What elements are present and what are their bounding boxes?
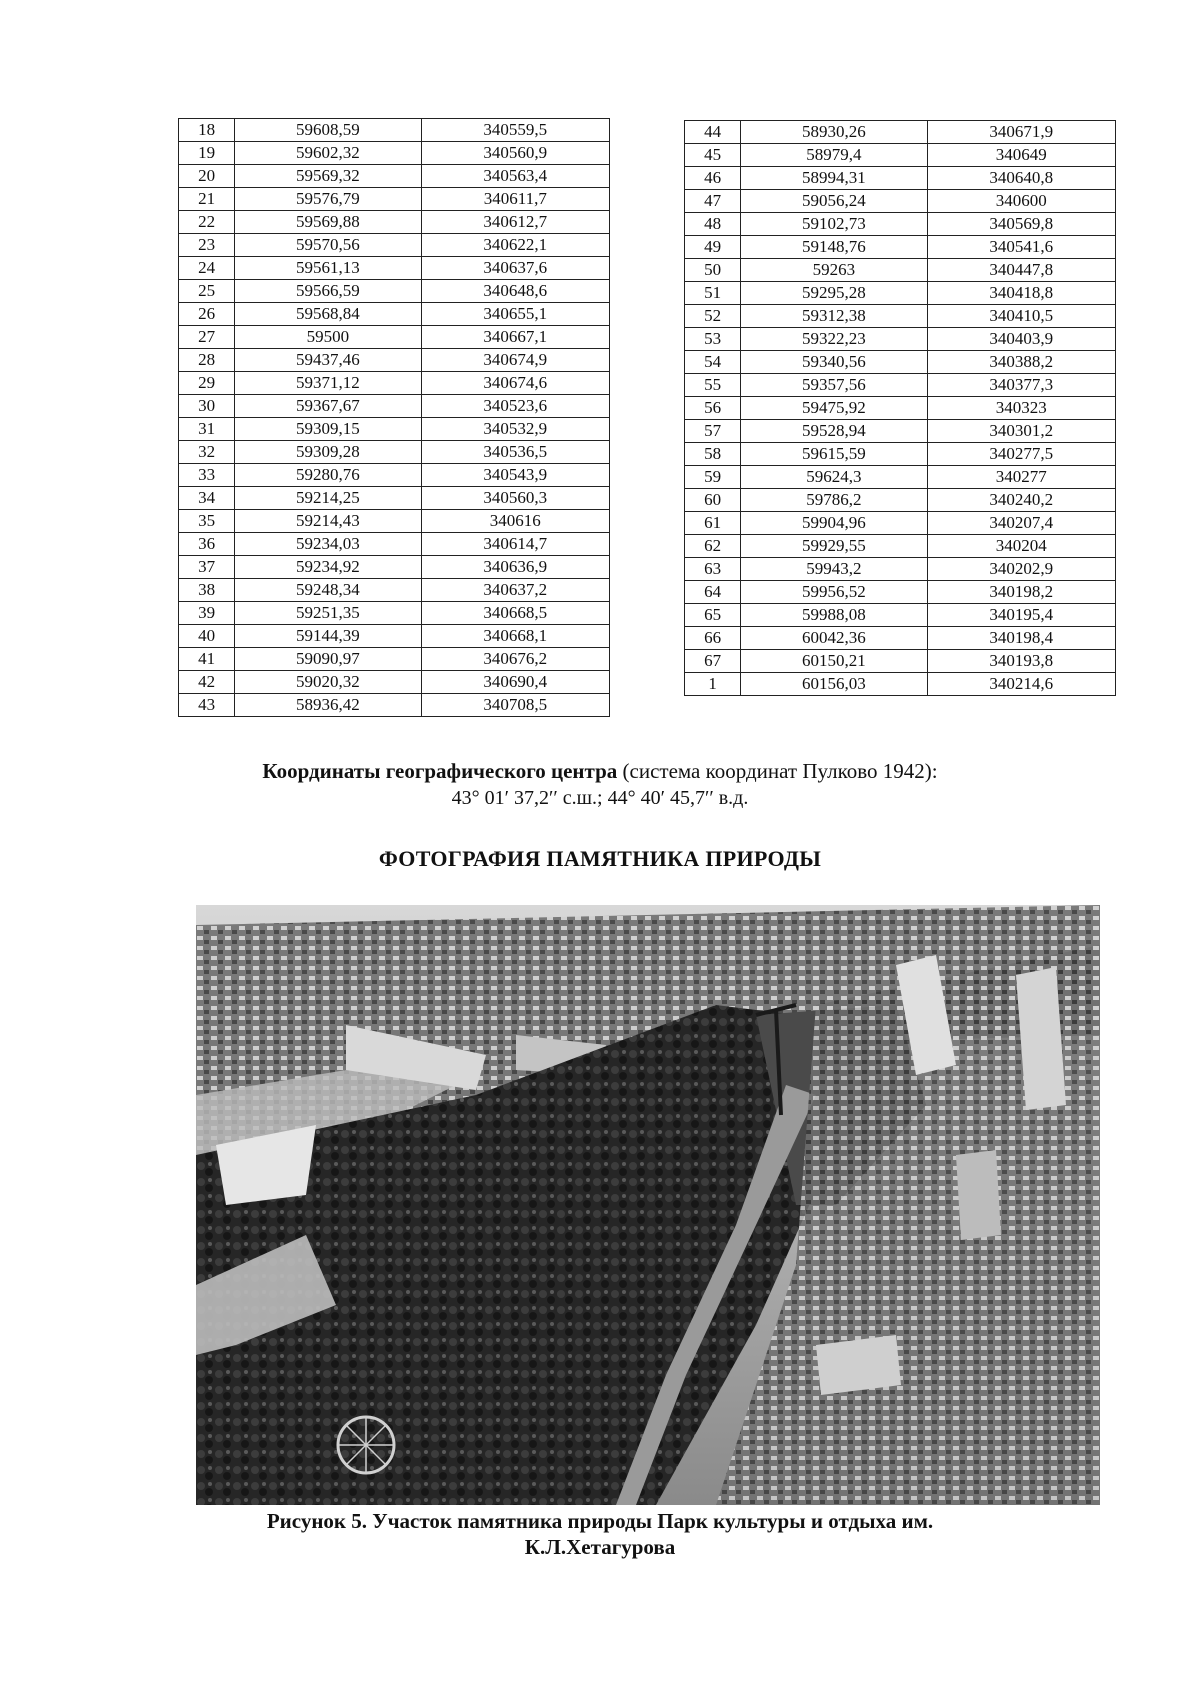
table-row: [685, 466, 1116, 489]
table-row: [685, 282, 1116, 305]
table-row: [685, 489, 1116, 512]
point-number-cell: 36: [179, 533, 235, 556]
table-row: [685, 650, 1116, 673]
y-coordinate-cell: 340198,2: [927, 581, 1115, 604]
x-coordinate-cell: 59322,23: [741, 328, 927, 351]
x-coordinate-cell: 59251,35: [235, 602, 421, 625]
x-coordinate-cell: 59988,08: [741, 604, 927, 627]
point-number-cell: 47: [685, 190, 741, 213]
table-row: [179, 280, 610, 303]
x-coordinate-cell: 59214,25: [235, 487, 421, 510]
y-coordinate-cell: 340560,9: [421, 142, 609, 165]
aerial-park-photo: [196, 905, 1100, 1505]
x-coordinate-cell: 59102,73: [741, 213, 927, 236]
y-coordinate-cell: 340648,6: [421, 280, 609, 303]
table-row: [179, 257, 610, 280]
table-row: [179, 602, 610, 625]
table-row: [179, 211, 610, 234]
point-number-cell: 58: [685, 443, 741, 466]
table-row: [179, 487, 610, 510]
table-row: [685, 604, 1116, 627]
point-number-cell: 54: [685, 351, 741, 374]
x-coordinate-cell: 59309,28: [235, 441, 421, 464]
point-number-cell: 19: [179, 142, 235, 165]
table-row: [685, 305, 1116, 328]
table-row: [685, 627, 1116, 650]
point-number-cell: 45: [685, 144, 741, 167]
photo-section-heading: ФОТОГРАФИЯ ПАМЯТНИКА ПРИРОДЫ: [378, 846, 822, 871]
y-coordinate-cell: 340676,2: [421, 648, 609, 671]
x-coordinate-cell: 59528,94: [741, 420, 927, 443]
x-coordinate-cell: 59312,38: [741, 305, 927, 328]
x-coordinate-cell: 59056,24: [741, 190, 927, 213]
x-coordinate-cell: 59475,92: [741, 397, 927, 420]
point-number-cell: 51: [685, 282, 741, 305]
x-coordinate-cell: 59569,88: [235, 211, 421, 234]
y-coordinate-cell: 340240,2: [927, 489, 1115, 512]
point-number-cell: 67: [685, 650, 741, 673]
table-row: [179, 694, 610, 717]
point-number-cell: 66: [685, 627, 741, 650]
y-coordinate-cell: 340671,9: [927, 121, 1115, 144]
x-coordinate-cell: 58979,4: [741, 144, 927, 167]
table-row: [179, 510, 610, 533]
table-row: [685, 673, 1116, 696]
y-coordinate-cell: 340600: [927, 190, 1115, 213]
point-number-cell: 39: [179, 602, 235, 625]
table-row: [179, 142, 610, 165]
point-number-cell: 49: [685, 236, 741, 259]
x-coordinate-cell: 59624,3: [741, 466, 927, 489]
coordinates-table-left: [178, 118, 610, 717]
point-number-cell: 61: [685, 512, 741, 535]
point-number-cell: 52: [685, 305, 741, 328]
y-coordinate-cell: 340690,4: [421, 671, 609, 694]
table-row: [179, 303, 610, 326]
y-coordinate-cell: 340214,6: [927, 673, 1115, 696]
y-coordinate-cell: 340616: [421, 510, 609, 533]
table-row: [685, 236, 1116, 259]
y-coordinate-cell: 340614,7: [421, 533, 609, 556]
table-row: [685, 259, 1116, 282]
point-number-cell: 50: [685, 259, 741, 282]
y-coordinate-cell: 340301,2: [927, 420, 1115, 443]
x-coordinate-cell: 59943,2: [741, 558, 927, 581]
x-coordinate-cell: 59309,15: [235, 418, 421, 441]
y-coordinate-cell: 340563,4: [421, 165, 609, 188]
point-number-cell: 28: [179, 349, 235, 372]
y-coordinate-cell: 340377,3: [927, 374, 1115, 397]
table-row: [685, 167, 1116, 190]
table-row: [179, 165, 610, 188]
x-coordinate-cell: 60042,36: [741, 627, 927, 650]
table-row: [685, 535, 1116, 558]
point-number-cell: 63: [685, 558, 741, 581]
table-row: [179, 533, 610, 556]
y-coordinate-cell: 340559,5: [421, 119, 609, 142]
point-number-cell: 64: [685, 581, 741, 604]
y-coordinate-cell: 340410,5: [927, 305, 1115, 328]
table-row: [179, 464, 610, 487]
y-coordinate-cell: 340649: [927, 144, 1115, 167]
x-coordinate-cell: 59569,32: [235, 165, 421, 188]
point-number-cell: 21: [179, 188, 235, 211]
point-number-cell: 26: [179, 303, 235, 326]
point-number-cell: 35: [179, 510, 235, 533]
photo-caption-line-2: К.Л.Хетагурова: [524, 1535, 676, 1559]
table-row: [179, 188, 610, 211]
point-number-cell: 48: [685, 213, 741, 236]
x-coordinate-cell: 59608,59: [235, 119, 421, 142]
point-number-cell: 30: [179, 395, 235, 418]
x-coordinate-cell: 60156,03: [741, 673, 927, 696]
y-coordinate-cell: 340637,2: [421, 579, 609, 602]
x-coordinate-cell: 59956,52: [741, 581, 927, 604]
point-number-cell: 41: [179, 648, 235, 671]
point-number-cell: 29: [179, 372, 235, 395]
y-coordinate-cell: 340569,8: [927, 213, 1115, 236]
geo-center-label-rest: (система координат Пулково 1942):: [617, 759, 938, 783]
table-row: [179, 579, 610, 602]
y-coordinate-cell: 340277: [927, 466, 1115, 489]
point-number-cell: 32: [179, 441, 235, 464]
table-row: [685, 213, 1116, 236]
y-coordinate-cell: 340668,5: [421, 602, 609, 625]
y-coordinate-cell: 340447,8: [927, 259, 1115, 282]
table-row: [179, 326, 610, 349]
point-number-cell: 56: [685, 397, 741, 420]
point-number-cell: 44: [685, 121, 741, 144]
x-coordinate-cell: 59786,2: [741, 489, 927, 512]
table-row: [179, 556, 610, 579]
point-number-cell: 65: [685, 604, 741, 627]
photo-caption-line-1: Рисунок 5. Участок памятника природы Парк культуры и отдыха им.: [266, 1509, 934, 1533]
x-coordinate-cell: 58994,31: [741, 167, 927, 190]
point-number-cell: 27: [179, 326, 235, 349]
x-coordinate-cell: 59144,39: [235, 625, 421, 648]
point-number-cell: 20: [179, 165, 235, 188]
point-number-cell: 33: [179, 464, 235, 487]
point-number-cell: 25: [179, 280, 235, 303]
point-number-cell: 22: [179, 211, 235, 234]
x-coordinate-cell: 59090,97: [235, 648, 421, 671]
x-coordinate-cell: 59148,76: [741, 236, 927, 259]
x-coordinate-cell: 60150,21: [741, 650, 927, 673]
y-coordinate-cell: 340323: [927, 397, 1115, 420]
table-row: [685, 558, 1116, 581]
table-row: [685, 512, 1116, 535]
table-row: [685, 581, 1116, 604]
table-row: [685, 121, 1116, 144]
x-coordinate-cell: 59570,56: [235, 234, 421, 257]
table-row: [179, 441, 610, 464]
y-coordinate-cell: 340207,4: [927, 512, 1115, 535]
y-coordinate-cell: 340637,6: [421, 257, 609, 280]
y-coordinate-cell: 340202,9: [927, 558, 1115, 581]
point-number-cell: 46: [685, 167, 741, 190]
table-row: [179, 648, 610, 671]
point-number-cell: 62: [685, 535, 741, 558]
table-row: [685, 443, 1116, 466]
point-number-cell: 42: [179, 671, 235, 694]
y-coordinate-cell: 340655,1: [421, 303, 609, 326]
point-number-cell: 38: [179, 579, 235, 602]
y-coordinate-cell: 340611,7: [421, 188, 609, 211]
point-number-cell: 37: [179, 556, 235, 579]
x-coordinate-cell: 59234,92: [235, 556, 421, 579]
table-row: [685, 190, 1116, 213]
x-coordinate-cell: 59340,56: [741, 351, 927, 374]
x-coordinate-cell: 59371,12: [235, 372, 421, 395]
point-number-cell: 24: [179, 257, 235, 280]
x-coordinate-cell: 59367,67: [235, 395, 421, 418]
y-coordinate-cell: 340640,8: [927, 167, 1115, 190]
y-coordinate-cell: 340668,1: [421, 625, 609, 648]
x-coordinate-cell: 59561,13: [235, 257, 421, 280]
y-coordinate-cell: 340193,8: [927, 650, 1115, 673]
y-coordinate-cell: 340541,6: [927, 236, 1115, 259]
point-number-cell: 55: [685, 374, 741, 397]
y-coordinate-cell: 340403,9: [927, 328, 1115, 351]
x-coordinate-cell: 59500: [235, 326, 421, 349]
y-coordinate-cell: 340198,4: [927, 627, 1115, 650]
y-coordinate-cell: 340674,6: [421, 372, 609, 395]
point-number-cell: 31: [179, 418, 235, 441]
table-row: [179, 671, 610, 694]
coordinates-table-right: [684, 120, 1116, 696]
table-row: [685, 374, 1116, 397]
y-coordinate-cell: 340708,5: [421, 694, 609, 717]
table-row: [179, 372, 610, 395]
x-coordinate-cell: 59280,76: [235, 464, 421, 487]
table-row: [685, 420, 1116, 443]
point-number-cell: 34: [179, 487, 235, 510]
x-coordinate-cell: 59576,79: [235, 188, 421, 211]
point-number-cell: 1: [685, 673, 741, 696]
table-row: [179, 418, 610, 441]
y-coordinate-cell: 340622,1: [421, 234, 609, 257]
x-coordinate-cell: 59234,03: [235, 533, 421, 556]
x-coordinate-cell: 59602,32: [235, 142, 421, 165]
point-number-cell: 60: [685, 489, 741, 512]
y-coordinate-cell: 340667,1: [421, 326, 609, 349]
table-row: [179, 625, 610, 648]
y-coordinate-cell: 340532,9: [421, 418, 609, 441]
x-coordinate-cell: 58930,26: [741, 121, 927, 144]
y-coordinate-cell: 340536,5: [421, 441, 609, 464]
y-coordinate-cell: 340523,6: [421, 395, 609, 418]
table-row: [685, 144, 1116, 167]
point-number-cell: 57: [685, 420, 741, 443]
y-coordinate-cell: 340388,2: [927, 351, 1115, 374]
point-number-cell: 59: [685, 466, 741, 489]
y-coordinate-cell: 340560,3: [421, 487, 609, 510]
table-row: [179, 119, 610, 142]
x-coordinate-cell: 59295,28: [741, 282, 927, 305]
geo-center-label: [100, 758, 1100, 784]
point-number-cell: 40: [179, 625, 235, 648]
photo-caption: [100, 1508, 1100, 1560]
geo-center-label-bold: Координаты географического центра: [262, 759, 618, 783]
y-coordinate-cell: 340636,9: [421, 556, 609, 579]
x-coordinate-cell: 59929,55: [741, 535, 927, 558]
y-coordinate-cell: 340612,7: [421, 211, 609, 234]
y-coordinate-cell: 340277,5: [927, 443, 1115, 466]
y-coordinate-cell: 340543,9: [421, 464, 609, 487]
x-coordinate-cell: 59248,34: [235, 579, 421, 602]
y-coordinate-cell: 340418,8: [927, 282, 1115, 305]
coordinates-table-left-body: [179, 119, 610, 717]
point-number-cell: 43: [179, 694, 235, 717]
x-coordinate-cell: 59214,43: [235, 510, 421, 533]
x-coordinate-cell: 59566,59: [235, 280, 421, 303]
point-number-cell: 53: [685, 328, 741, 351]
table-row: [685, 397, 1116, 420]
x-coordinate-cell: 59904,96: [741, 512, 927, 535]
point-number-cell: 23: [179, 234, 235, 257]
table-row: [179, 349, 610, 372]
x-coordinate-cell: 59357,56: [741, 374, 927, 397]
coordinates-table-right-body: [685, 121, 1116, 696]
table-row: [179, 234, 610, 257]
y-coordinate-cell: 340674,9: [421, 349, 609, 372]
x-coordinate-cell: 59615,59: [741, 443, 927, 466]
x-coordinate-cell: 59263: [741, 259, 927, 282]
table-row: [685, 328, 1116, 351]
x-coordinate-cell: 59020,32: [235, 671, 421, 694]
y-coordinate-cell: 340195,4: [927, 604, 1115, 627]
table-row: [685, 351, 1116, 374]
y-coordinate-cell: 340204: [927, 535, 1115, 558]
table-row: [179, 395, 610, 418]
geo-center-values: 43° 01′ 37,2′′ с.ш.; 44° 40′ 45,7′′ в.д.: [451, 787, 749, 809]
x-coordinate-cell: 59568,84: [235, 303, 421, 326]
point-number-cell: 18: [179, 119, 235, 142]
x-coordinate-cell: 59437,46: [235, 349, 421, 372]
x-coordinate-cell: 58936,42: [235, 694, 421, 717]
